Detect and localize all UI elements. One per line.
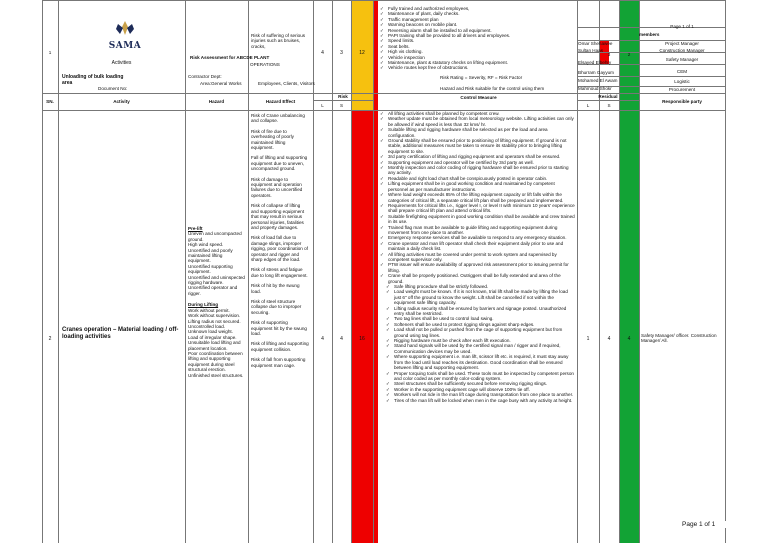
effect-item: Risk of hit by the swung load. [251,283,300,294]
control-item: ✓ Where supporting equipment i.e. man lift, scissor lift etc. is required, it must stay away from the load until load reaches its destination. Good coordination shall be ensured between lifting and supporting equipment. [386,354,576,370]
control-item: ✓ Load weight must be known. If it is not known, trial lift shall be made by lifting the load just 6" off the ground to know the weight. Lift shall be cancelled if not within the equipment safe lifting capacity. [386,289,576,305]
effect-item: Risk of Crane unbalancing and collapse. [251,113,305,124]
team-name: Elsayed Elbehry [578,60,612,65]
control-item: ✓ Load shall not be pulled or pushed from the cage of supporting equipment but from ground using tag lines. [386,327,576,338]
residual-green-band [619,0,639,543]
control-item: ✓ All lifting activities shall be planned by competent crew. [380,111,576,116]
control-item: ✓ Suitable lifting and rigging hardware shall be selected as per the load and area configuration. [380,127,576,138]
hazard-item: Uncertified and uninspected rigging hardware. [188,274,245,286]
hazard-item: Poor coordination between lifting and supporting equipment during steel structural erection. [188,350,243,373]
hazard-item: High wind speed. [188,242,224,248]
hazard-item: Unfinished steel structures. [188,372,244,378]
control-item: ✓ Stand hand signals will be used by the certified signal man / rigger and if required, Communication devices may be used. [386,343,576,354]
effect-item: Risk of fall from supporting equipment man cage. [251,357,306,368]
col-residual-l: L [586,103,590,108]
legend-line: Risk Rating = Severity, RF = Risk Factor [440,75,576,80]
page-footer: Page 1 of 1 [682,521,742,528]
effect-item: Risk of collapse of lifting and supporting equipment that may result in serious personal injuries, fatalities and property damages. [251,203,305,230]
col-responsible: Responsible party [662,99,702,104]
residual-rating: 4 [627,336,631,342]
control-item: ✓ 3rd party certification of lifting and rigging equipment and operators shall be ensured. [380,154,576,159]
top-control-item: ✓ PAPI training shall be provided to all drivers and employees. [380,33,576,38]
col-activity: Activity [113,99,130,104]
team-name: Omar Shehawee [578,41,613,46]
col-hazard: Hazard [208,99,225,104]
effect-item: Risk of load fall due to damage slings, improper rigging, poor coordination of operator and rigger and sharp edges of the load. [251,235,308,262]
row-risk-rating: 16 [359,336,365,342]
page-label: Page 1 of 1 [670,24,694,29]
col-risk-s: S [339,103,344,108]
control-item: ✓ Steel structures shall be sufficiently secured before removing rigging slings. [386,381,576,386]
control-item: ✓ Lifting equipment shall be in good working condition and maintained by competent personnel as per manufacturer instructions. [380,181,576,192]
responsible-party: Safety Manager/ officer. Construction Manager/ All. [641,333,717,344]
hazard-item: Unknown load weight. [188,329,233,335]
col-residual-s: S [607,103,611,108]
document-no-label: Document No: [98,86,128,91]
control-item: ✓ Lifting radius security shall be ensured by barriers and signage posted. Unauthorized entry shall be restricted. [386,306,576,317]
top-res-l: 3 [607,52,611,57]
team-role: Logistic [674,79,690,84]
hazard-item: Unsuitable load lifting and placement location. [188,340,241,351]
control-item: ✓ Readable and right load chart shall be conspicuously posted in operator cabin. [380,176,576,181]
col-sn: SN. [46,99,54,104]
activities-label: Activities [111,60,132,66]
hazard-item: Work without supervision. [188,313,241,319]
control-item: ✓ Supporting equipment and operator will be certified by 3rd party as well. [380,160,576,165]
hazard-item: Lifting radius not secured. [188,318,241,324]
top-control-item: ✓ Maintenance of plant, daily checks. [380,11,576,16]
hazard-effect-list [251,113,309,543]
row-number-1: 1 [48,50,52,55]
top-severity: 3 [340,50,343,56]
top-hazard-effect: Risk of suffering of serious injuries such as bruises, cracks, [251,33,306,49]
control-item: ✓ Ground stability shall be ensured prior to positioning of lifting equipment. If ground is not stable, additional measures must be taken to ensure its stability prior to bringing lifting equipment to site. [380,138,576,154]
team-name: Mohamed El Awam [578,78,618,83]
effect-item: Risk of stress and fatigue due to long lift engagement. [251,267,308,278]
control-item: ✓ Trained flag man must be available to guide lifting and supporting equipment during movement from one place to another. [380,225,576,236]
risk-red-band [351,110,373,543]
control-item: ✓ Weather update must be obtained from local meteorology website. Lifting activities can only be allowed if wind speed is less than 32 kms/ hr. [380,116,576,127]
residual-severity: 4 [607,336,611,342]
top-control-item: ✓ Seat belts. [380,44,576,49]
hazard-list [188,226,246,378]
hazard-item: Uncertified supporting equipment. [188,263,233,275]
control-item: ✓ Rigging hardware must be check after each lift execution. [386,338,576,343]
activity-title: Unloading of bulk loading area [62,74,124,86]
top-control-item: ✓ Vehicle inspection [380,55,576,60]
logo-wordmark: SAMA [108,41,142,51]
row-severity: 4 [340,336,343,342]
effect-item: Risk of steel structure collapse due to improper securing. [251,298,302,315]
company-logo [95,20,155,56]
during-lifting-title: During Lifting [188,302,219,308]
area-label: Area:General Works [200,81,242,86]
row-likelihood: 4 [321,336,324,342]
top-control-item: ✓ Speed limits. [380,38,576,43]
team-name: Bhurram Gayyum [578,70,614,75]
effect-item: Risk of fire due to overheating of poorly maintained lifting equipment. [251,128,294,151]
control-item: ✓ Monthly inspection and color coding of rigging hardware shall be ensured prior to starting any activity. [380,165,576,176]
control-item: ✓ Emergency response services shall be available to respond to any emergency situation. [380,235,576,240]
effect-item: Risk of lifting and supporting equipment collision. [251,341,309,352]
control-item: ✓ All lifting activities must be covered under permit to work system and supervised by competent supervisor only. [380,252,576,263]
top-likelihood: 4 [321,50,324,56]
control-item: ✓ PTW issuer will ensure availability of approved risk assessment prior to issuing permit for lifting. [380,262,576,273]
control-measure-list [380,111,576,543]
top-control-item: ✓ High vis clothing. [380,49,576,54]
row-activity: Cranes operation – Material loading / off-loading activities [62,327,179,340]
control-item: ✓ Two tag lines shall be used to control load swing. [386,316,576,321]
top-control-item: ✓ Traffic management plan [380,17,576,22]
team-name: Sultan Haas [578,48,604,53]
col-control: Control Measure [460,95,497,100]
control-item: ✓ Crane operator and man lift operator shall check their equipment daily prior to use and maintain a daily check list. [380,241,576,252]
effect-item: Risk of damage to equipment and operation failures due to uncertified operators. [251,176,303,198]
top-control-item: ✓ Vehicle routes kept free of obstructions. [380,65,576,70]
top-control-item: ✓ Maintenance, plant & statutory checks on lifting equipment. [380,60,576,65]
stakeholders-label: Employees, Clients, Visitors [258,81,315,86]
col-hazard-effect: Hazard Effect [265,99,296,104]
doc-title-line1: Risk Assessment for ABCDE PLANT [190,55,270,60]
hazard-item: Load of irregular shape. [188,334,237,340]
col-residual: Residual [598,94,618,99]
effect-item: Risk of supporting equipment hit by the swung load. [251,320,307,336]
effect-item: Fall of lifting and supporting equipment due to uneven, uncompacted ground. [251,155,308,172]
control-item: ✓ Suitable firefighting equipment in good working condition shall be available and crew trained in its use. [380,214,576,225]
top-res-s: 2 [627,52,631,57]
team-role: Safety Manager [665,57,699,62]
legend-line-2: Hazard and Risk suitable for the control using them [440,86,576,91]
row-sn: 2 [48,336,52,342]
contractor-label: Contractor Dept: [188,74,222,79]
hazard-item: Uncontrolled load. [188,323,226,329]
control-item: ✓ Worker in the supporting equipment cage will observe 100% tie off. [386,387,576,392]
pre-lift-title: Pre-lift [188,226,203,231]
team-name: Mahmoud Shokr [578,86,612,91]
top-control-item: ✓ Reversing alarm shall be installed to all equipment. [380,28,576,33]
doc-title-line2: OPERATIONS [250,62,280,67]
top-control-item: ✓ Fully trained and authorized employees, [380,6,576,11]
residual-likelihood: 1 [586,336,590,342]
control-item: ✓ Requirements for critical lifts i.e., rigger level I, or level II with minimum 10 years' experience shall prepare critical lift plan and attend critical lifts. [380,203,576,214]
control-item: ✓ Tires of the man lift will be locked when men in the cage busy with any activity at height. [386,398,576,403]
top-control-list [380,6,576,94]
hazard-item: Uncertified and poorly maintained lifting equipment. [188,247,233,264]
logo-emblem-icon [112,20,138,36]
members-label: members [639,32,660,37]
control-item: ✓ Crane shall be properly positioned. Outriggers shall be fully extended and area of the ground. [380,273,576,284]
hazard-item: Work without permit. [188,307,230,313]
col-risk-l: L [321,103,324,108]
team-role: Project Manager [665,41,699,46]
control-item: ✓ Safe lifting procedure shall be strictly followed. [386,284,576,289]
control-item: ✓ Softeners shall be used to protect rigging slings against sharp edges. [386,322,576,327]
hazard-item: Uncertified operator and rigger. [188,285,238,296]
hazard-item: Uneven and uncompacted ground. [188,231,242,242]
col-risk: Risk [338,94,348,99]
team-role: Procurement [668,87,696,92]
top-control-item: ✓ Warning beacons on mobile plant. [380,22,576,27]
control-item: ✓ Proper torquing tools shall be used. These tools must be inspected by competent person and color coded as per monthly color-coding system. [386,371,576,382]
control-item: ✓ Where load weight exceeds 85% of the lifting equipment capacity or lift falls within the categories of critical lift, a separate critical lift plan shall be prepared and implemented. [380,192,576,203]
control-item: ✓ Workers will not ride in the man lift cage during transportation from one place to another. [386,392,576,397]
team-role: Construction Manager [659,48,705,53]
team-role: CEM [676,69,688,74]
top-risk-rating: 12 [359,50,365,56]
